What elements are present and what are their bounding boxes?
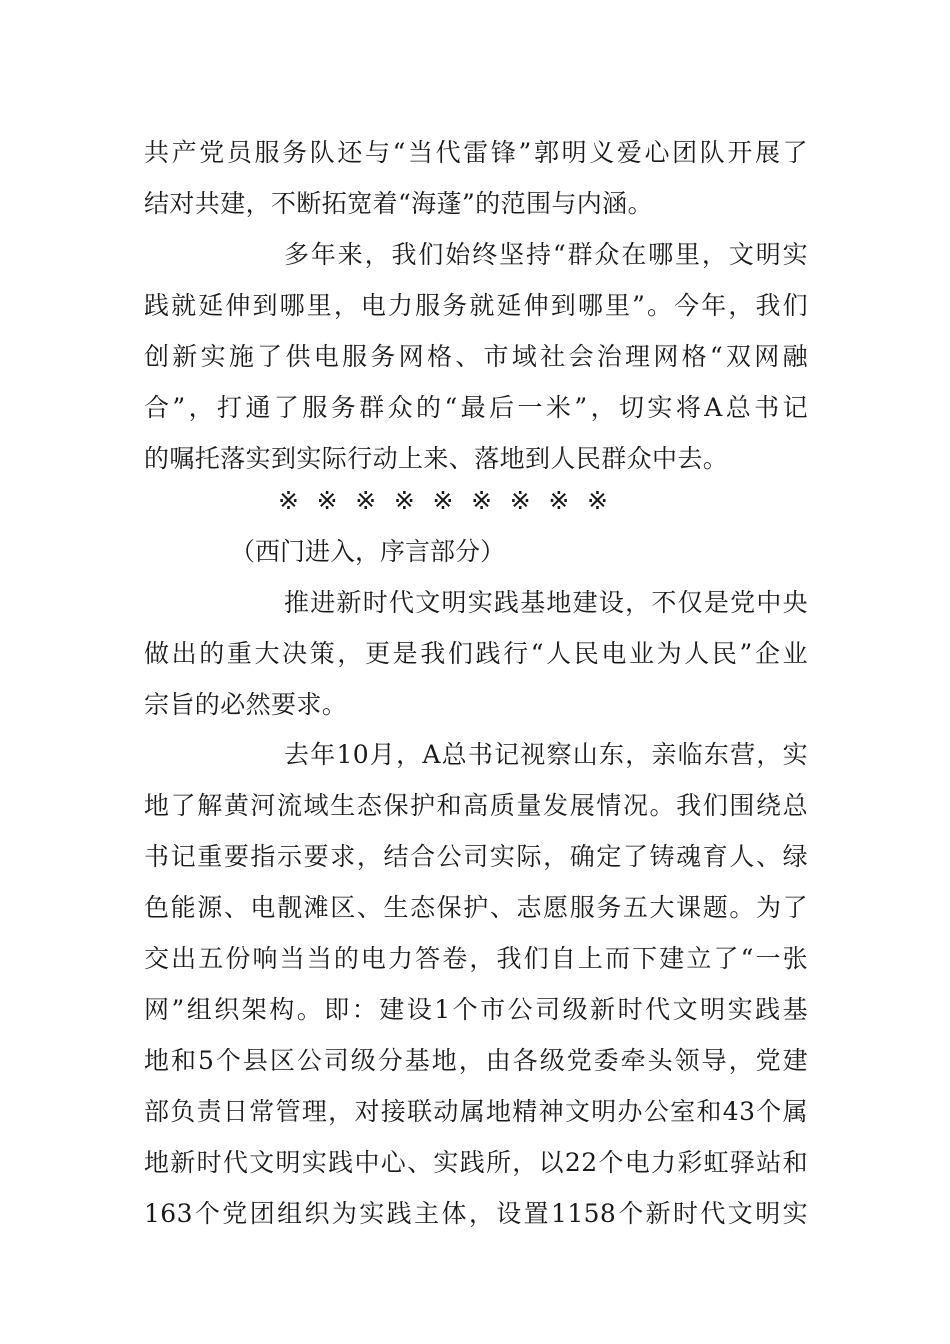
separator-mark: ※ — [471, 486, 493, 515]
paragraph-4-line-5: 交出五份响当当的电力答卷，我们自上而下建立了“一张 — [144, 944, 808, 973]
paragraph-3-line-3: 宗旨的必然要求。 — [144, 690, 348, 719]
section-note: （西门进入，序言部分） — [230, 537, 506, 566]
separator-mark: ※ — [355, 486, 377, 515]
separator-mark: ※ — [278, 486, 299, 515]
paragraph-2 — [144, 229, 808, 484]
separator-mark: ※ — [509, 486, 531, 515]
paragraph-4-line-10: 163个党团组织为实践主体，设置1158个新时代文明实 — [144, 1199, 808, 1228]
paragraph-1-line-1: 共产党员服务队还与“当代雷锋”郭明义爱心团队开展了 — [144, 138, 808, 167]
paragraph-4-line-2: 地了解黄河流域生态保护和高质量发展情况。我们围绕总 — [144, 791, 808, 820]
paragraph-4-line-3: 书记重要指示要求，结合公司实际，确定了铸魂育人、绿 — [144, 842, 808, 871]
paragraph-4 — [144, 729, 808, 1239]
paragraph-1-line-2: 结对共建，不断拓宽着“海蓬”的范围与内涵。 — [144, 189, 653, 218]
paragraph-4-line-8: 部负责日常管理，对接联动属地精神文明办公室和43个属 — [144, 1097, 808, 1126]
section-separator — [278, 475, 608, 526]
paragraph-2-line-1: 多年来，我们始终坚持“群众在哪里，文明实 — [284, 240, 808, 269]
paragraph-3-line-1: 推进新时代文明实践基地建设，不仅是党中央 — [284, 588, 808, 617]
paragraph-4-line-7: 地和5个县区公司级分基地，由各级党委牵头领导，党建 — [144, 1046, 808, 1075]
paragraph-4-line-4: 色能源、电靓滩区、生态保护、志愿服务五大课题。为了 — [144, 893, 808, 922]
paragraph-1 — [144, 127, 808, 229]
paragraph-4-line-1: 去年10月，A总书记视察山东，亲临东营，实 — [284, 740, 808, 769]
separator-mark: ※ — [548, 486, 570, 515]
paragraph-4-line-9: 地新时代文明实践中心、实践所，以22个电力彩虹驿站和 — [144, 1148, 808, 1177]
paragraph-2-line-5: 的嘱托落实到实际行动上来、落地到人民群众中去。 — [144, 444, 729, 473]
paragraph-4-line-6: 网”组织架构。即：建设1个市公司级新时代文明实践基 — [144, 995, 808, 1024]
separator-mark: ※ — [432, 486, 454, 515]
separator-mark: ※ — [587, 486, 608, 515]
paragraph-3-line-2: 做出的重大决策，更是我们践行“人民电业为人民”企业 — [144, 639, 808, 668]
paragraph-3 — [144, 577, 808, 730]
paragraph-2-line-3: 创新实施了供电服务网格、市域社会治理网格“双网融 — [144, 342, 808, 371]
paragraph-2-line-2: 践就延伸到哪里，电力服务就延伸到哪里”。今年，我们 — [144, 291, 808, 320]
paragraph-2-line-4: 合”，打通了服务群众的“最后一米”，切实将A总书记 — [144, 393, 808, 422]
separator-mark: ※ — [393, 486, 415, 515]
separator-mark: ※ — [316, 486, 338, 515]
